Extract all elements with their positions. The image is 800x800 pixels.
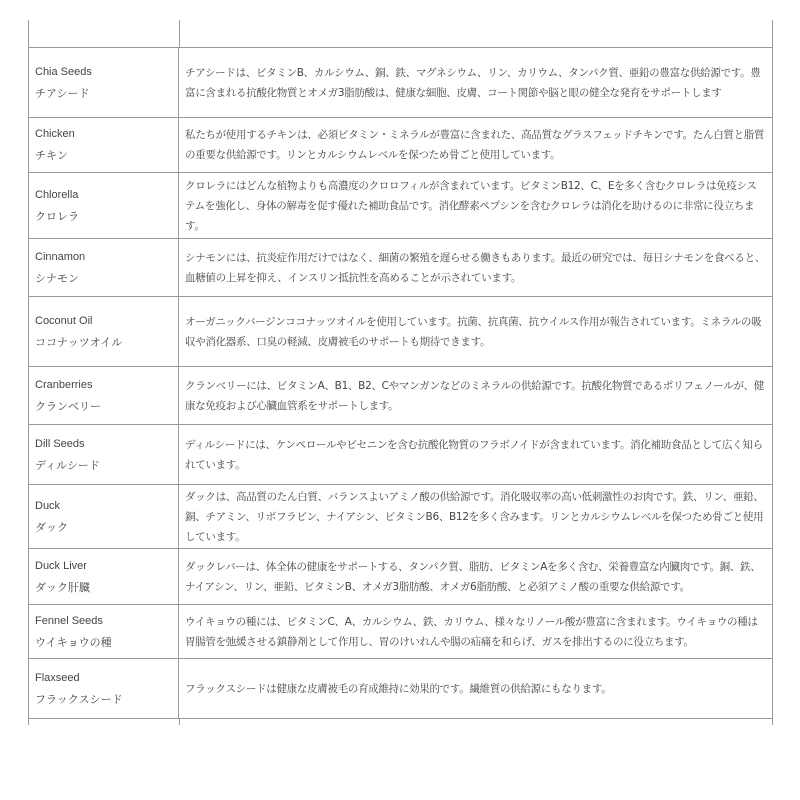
table-bottom-stub (28, 719, 773, 725)
ingredient-name-cell (29, 549, 179, 605)
ingredient-name-cell (29, 367, 179, 425)
ingredient-description: ウイキョウの種には、ビタミンC、A、カルシウム、鉄、カリウム、様々なリノール酸が豊富に含まれます。ウイキョウの種は胃腸管を弛緩させる鎮静剤として作用し、胃のけいれんや腸の疝痛を和らげ、ガスを排出するのに役立ちます。 (179, 605, 773, 659)
ingredient-row (29, 48, 773, 118)
ingredient-description: オーガニックバージンココナッツオイルを使用しています。抗菌、抗真菌、抗ウイルス作用が報告されています。ミネラルの吸収や消化器系、口臭の軽減、皮膚被毛のサポートも期待できます。 (179, 297, 773, 367)
ingredient-name-jp: クランベリー (35, 399, 101, 413)
ingredient-name-jp: ディルシード (35, 458, 100, 472)
table-top-stub (28, 20, 773, 47)
ingredient-name-jp: クロレラ (35, 209, 79, 223)
ingredient-description: ディルシードには、ケンペロールやビセニンを含む抗酸化物質のフラボノイドが含まれています。消化補助食品として広く知られています。 (179, 425, 773, 485)
ingredients-table-container (28, 20, 773, 725)
ingredient-name-en: Chicken (35, 128, 75, 140)
ingredient-description: ダックレバーは、体全体の健康をサポートする、タンパク質、脂肪、ビタミンAを多く含む、栄養豊富な内臓肉です。銅、鉄、ナイアシン、リン、亜鉛、ビタミンB、オメガ3脂肪酸、オメガ6脂肪酸、と必須アミノ酸の重要な供給源です。 (179, 549, 773, 605)
ingredient-name-en: Flaxseed (35, 671, 80, 684)
ingredient-name-jp: ウイキョウの種 (35, 635, 112, 649)
ingredient-name-en: Coconut Oil (35, 314, 93, 327)
ingredient-description: シナモンには、抗炎症作用だけではなく、細菌の繁殖を遅らせる働きもあります。最近の研究では、毎日シナモンを食べると、血糖値の上昇を抑え、インスリン抵抗性を高めることが示されています。 (179, 239, 773, 297)
ingredient-name-cell (29, 425, 179, 485)
ingredient-name-cell (29, 118, 179, 173)
ingredient-name-jp: シナモン (35, 271, 79, 285)
ingredient-name-cell (29, 605, 179, 659)
ingredient-name-cell (29, 297, 179, 367)
ingredient-name-cell (29, 659, 179, 719)
ingredient-description: 私たちが使用するチキンは、必須ビタミン・ミネラルが豊富に含まれた、高品質なグラスフェッドチキンです。たん白質と脂質の重要な供給源です。リンとカルシウムレベルを保つため骨ごと使用しています。 (179, 118, 773, 173)
ingredient-description: フラックスシードは健康な皮膚被毛の育成維持に効果的です。繊維質の供給源にもなります。 (179, 659, 773, 719)
ingredient-row (29, 239, 773, 297)
ingredient-row (29, 659, 773, 719)
ingredient-name-en: Cranberries (35, 378, 93, 391)
ingredient-name-en: Fennel Seeds (35, 614, 103, 627)
ingredient-description: チアシードは、ビタミンB、カルシウム、銅、鉄、マグネシウム、リン、カリウム、タンパク質、亜鉛の豊富な供給源です。豊富に含まれる抗酸化物質とオメガ3脂肪酸は、健康な細胞、皮膚、コート関節や脳と眼の健全な発育をサポートします (179, 48, 773, 118)
ingredients-table (28, 47, 773, 719)
ingredient-row (29, 605, 773, 659)
ingredient-row (29, 485, 773, 549)
ingredient-description: ダックは、高品質のたん白質、バランスよいアミノ酸の供給源です。消化吸収率の高い低刺激性のお肉です。鉄、リン、亜鉛、銅、チアミン、リボフラビン、ナイアシン、ビタミンB6、B12を多く含みます。リンとカルシウムレベルを保つため骨ごと使用しています。 (179, 485, 773, 549)
ingredient-row (29, 367, 773, 425)
ingredient-name-en: Dill Seeds (35, 437, 85, 450)
ingredient-name-jp: ダック (35, 520, 68, 534)
ingredient-name-jp: チアシード (35, 86, 90, 100)
ingredient-row (29, 425, 773, 485)
ingredient-name-en: Duck Liver (35, 559, 87, 572)
ingredient-row (29, 297, 773, 367)
ingredient-row (29, 549, 773, 605)
ingredient-name-en: Cinnamon (35, 250, 86, 263)
ingredient-name-en: Chlorella (35, 188, 79, 201)
ingredient-name-jp: ココナッツオイル (35, 335, 123, 349)
ingredient-name-cell (29, 485, 179, 549)
ingredient-description: クロレラにはどんな植物よりも高濃度のクロロフィルが含まれています。ビタミンB12、C、Eを多く含むクロレラは免疫システムを強化し、身体の解毒を促す優れた補助食品です。消化酵素ペプシンを含むクロレラは消化を助けるのに非常に役立ちます。 (179, 173, 773, 239)
ingredient-name-jp: フラックスシード (35, 692, 123, 706)
ingredient-name-en: Duck (35, 499, 61, 512)
ingredient-row (29, 118, 773, 173)
ingredient-name-cell (29, 239, 179, 297)
ingredient-name-jp: チキン (35, 149, 68, 162)
ingredient-name-cell (29, 173, 179, 239)
ingredient-name-cell (29, 48, 179, 118)
ingredient-row (29, 173, 773, 239)
ingredient-name-en: Chia Seeds (35, 65, 92, 78)
ingredient-description: クランベリーには、ビタミンA、B1、B2、Cやマンガンなどのミネラルの供給源です。抗酸化物質であるポリフェノールが、健康な免疫および心臓血管系をサポートします。 (179, 367, 773, 425)
ingredient-name-jp: ダック肝臓 (35, 580, 90, 594)
